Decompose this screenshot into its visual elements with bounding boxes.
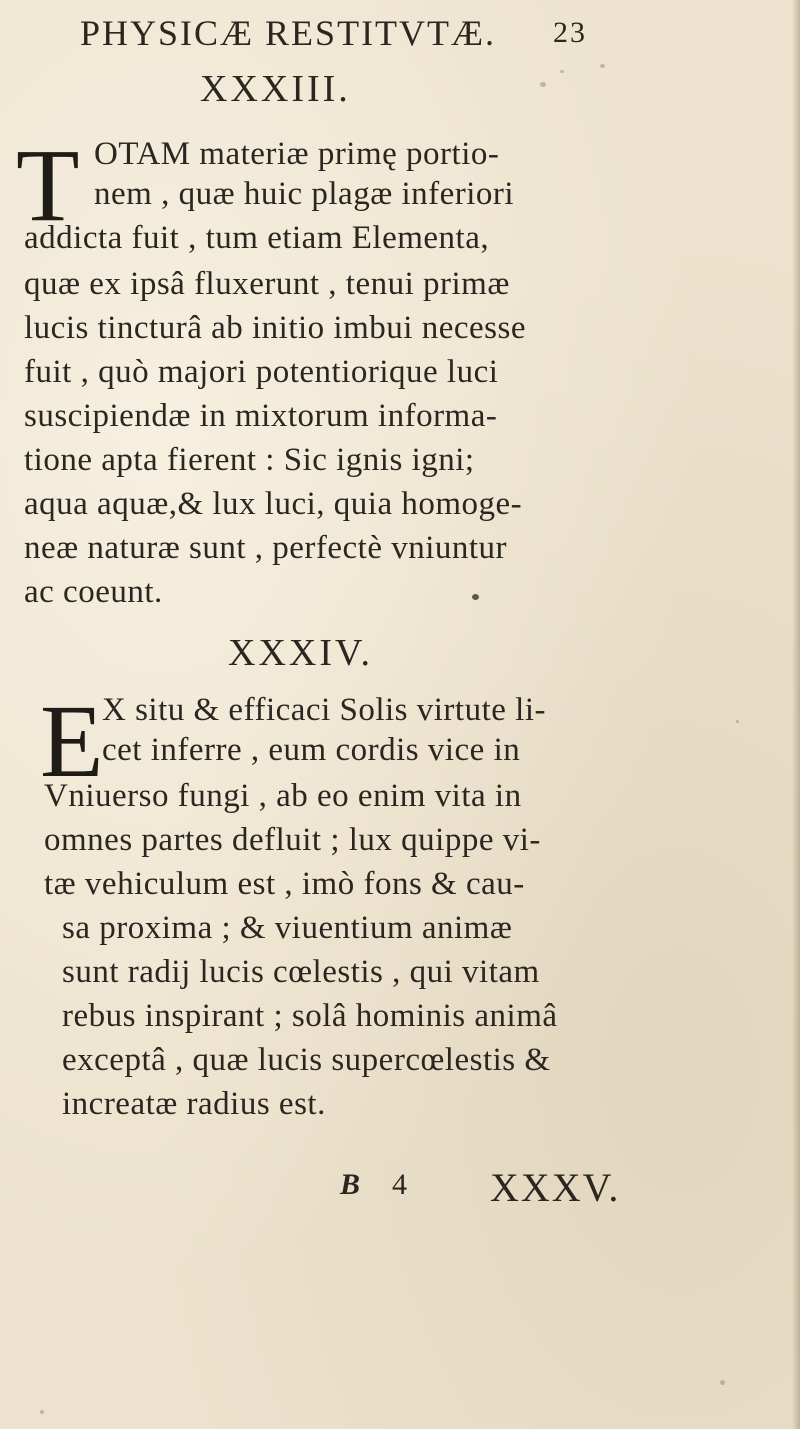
text-line: Vniuerso fungi , ab eo enim vita in — [44, 778, 522, 814]
paper-speck — [720, 1380, 725, 1385]
drop-cap: E — [40, 684, 104, 799]
page-edge-shadow — [792, 0, 800, 1429]
text-line: addicta fuit , tum etiam Elementa, — [24, 220, 490, 256]
paper-speck — [600, 64, 605, 68]
running-head — [80, 8, 600, 58]
paragraph-33 — [18, 130, 618, 610]
text-line: rebus inspirant ; solâ hominis animâ — [62, 998, 558, 1034]
text-line: suscipiendæ in mixtorum informa- — [24, 398, 498, 434]
text-line: sunt radij lucis cœlestis , qui vitam — [62, 954, 540, 990]
text-line: exceptâ , quæ lucis supercœlestis & — [62, 1042, 551, 1078]
text-line: increatæ radius est. — [62, 1086, 326, 1122]
section-heading-34: XXXIV. — [228, 632, 374, 674]
text-line: tæ vehiculum est , imò fons & cau- — [44, 866, 525, 902]
signature-mark: B — [340, 1168, 361, 1201]
text-line: fuit , quò majori potentiorique luci — [24, 354, 499, 390]
drop-cap: T — [16, 128, 80, 243]
paper-speck — [560, 70, 564, 73]
text-line: neæ naturæ sunt , perfectè vniuntur — [24, 530, 508, 566]
page-footer — [340, 1164, 640, 1210]
paper-speck — [540, 82, 546, 87]
text-line: omnes partes defluit ; lux quippe vi- — [44, 822, 541, 858]
text-line: tione apta fierent : Sic ignis igni; — [24, 442, 475, 478]
text-line: OTAM materiæ primę portio- — [94, 136, 500, 172]
signature-leaf-number: 4 — [392, 1168, 407, 1201]
paper-speck — [40, 1410, 44, 1414]
text-line: aqua aquæ,& lux luci, quia homoge- — [24, 486, 523, 522]
text-line: sa proxima ; & viuentium animæ — [62, 910, 513, 946]
text-line: nem , quæ huic plagæ inferiori — [94, 176, 515, 212]
text-line: quæ ex ipsâ fluxerunt , tenui primæ — [24, 266, 510, 302]
text-line: ac coeunt. — [24, 574, 163, 610]
catchword: XXXV. — [490, 1165, 621, 1210]
section-heading-33: XXXIII. — [200, 68, 351, 110]
text-line: cet inferre , eum cordis vice in — [102, 732, 521, 768]
text-line: lucis tincturâ ab initio imbui necesse — [24, 310, 526, 346]
page-number: 23 — [553, 16, 587, 49]
paper-speck — [736, 720, 739, 723]
running-head-title: PHYSICÆ RESTITVTÆ. — [80, 13, 497, 53]
paragraph-34 — [18, 686, 618, 1146]
text-line: X situ & efficaci Solis virtute li- — [102, 692, 546, 728]
